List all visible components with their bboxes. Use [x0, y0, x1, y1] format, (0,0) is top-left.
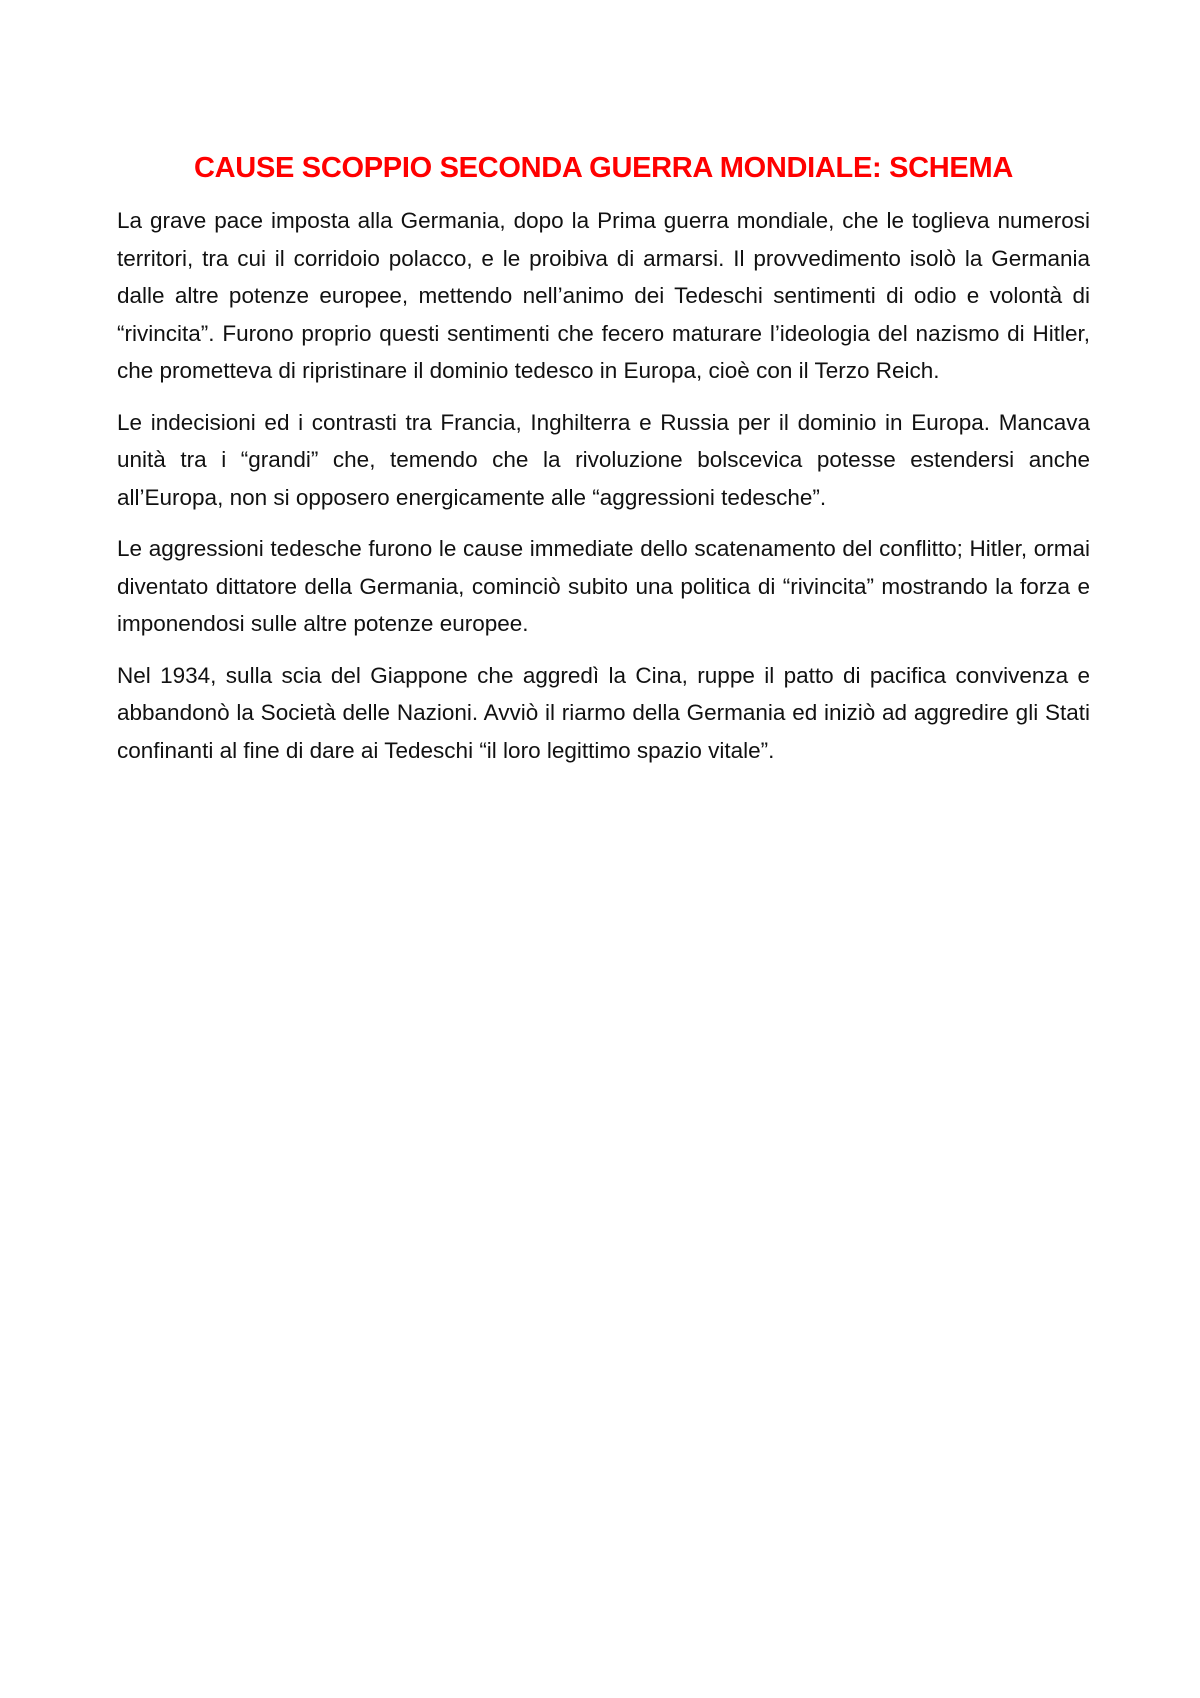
document-title: CAUSE SCOPPIO SECONDA GUERRA MONDIALE: SCHEMA	[194, 152, 1013, 184]
paragraph-german-aggressions: Le aggressioni tedesche furono le cause immediate dello scatenamento del conflitto; Hitler, ormai diventato dittatore della Germania, cominciò subito una politica di “rivincita” mostrando la forza e imponendosi sulle altre potenze europee.	[117, 536, 1090, 636]
paragraph-treaty-consequences: La grave pace imposta alla Germania, dopo la Prima guerra mondiale, che le toglieva numerosi territori, tra cui il corridoio polacco, e le proibiva di armarsi. Il provvedimento isolò la Germania dalle altre potenze europee, mettendo nell’animo dei Tedeschi sentimenti di odio e volontà di “rivincita”. Furono proprio questi sentimenti che fecero maturare l’ideologia del nazismo di Hitler, che prometteva di ripristinare il dominio tedesco in Europa, cioè con il Terzo Reich.	[117, 208, 1090, 383]
paragraph-1934-rearmament: Nel 1934, sulla scia del Giappone che aggredì la Cina, ruppe il patto di pacifica convivenza e abbandonò la Società delle Nazioni. Avviò il riarmo della Germania ed iniziò ad aggredire gli Stati confinanti al fine di dare ai Tedeschi “il loro legittimo spazio vitale”.	[117, 662, 1090, 763]
paragraph-allied-indecision: Le indecisioni ed i contrasti tra Francia, Inghilterra e Russia per il dominio in Europa. Mancava unità tra i “grandi” che, temendo che la rivoluzione bolscevica potesse estendersi anche all’Europa, non si opposero energicamente alle “aggressioni tedesche”.	[117, 409, 1090, 510]
document-body	[117, 148, 1090, 783]
